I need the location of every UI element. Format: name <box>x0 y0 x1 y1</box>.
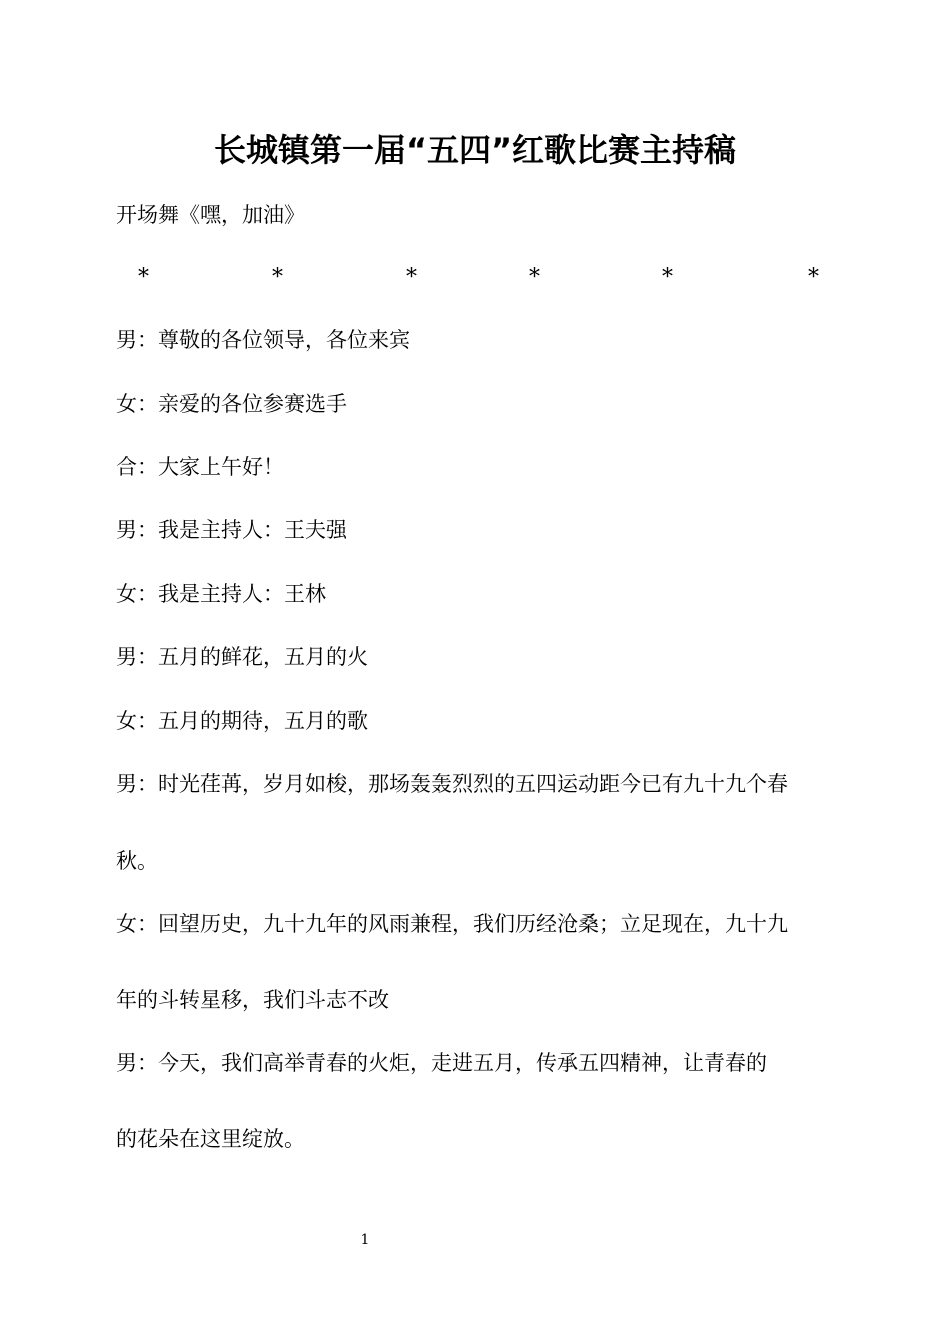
script-line: 合：大家上午好！ <box>116 455 284 479</box>
document-title: 长城镇第一届“五四”红歌比赛主持稿 <box>213 131 737 169</box>
script-line: 男：尊敬的各位领导，各位来宾 <box>116 328 410 352</box>
script-line: 女：亲爱的各位参赛选手 <box>116 392 347 416</box>
page-number: 1 <box>360 1232 370 1248</box>
script-line: 的花朵在这里绽放。 <box>116 1127 305 1151</box>
script-line: 男：今天，我们高举青春的火炬，走进五月，传承五四精神，让青春的 <box>116 1051 767 1075</box>
script-line: 男：我是主持人：王夫强 <box>116 518 347 542</box>
script-line: 秋。 <box>116 849 158 873</box>
script-line: 年的斗转星移，我们斗志不改 <box>116 988 389 1012</box>
script-line: 女：回望历史，九十九年的风雨兼程，我们历经沧桑；立足现在，九十九 <box>116 912 788 936</box>
separator-star: * <box>138 265 149 290</box>
separator-star: * <box>529 265 540 290</box>
script-line: 女：我是主持人：王林 <box>116 582 326 606</box>
separator-star: * <box>808 265 819 290</box>
separator-star: * <box>406 265 417 290</box>
separator-star: * <box>662 265 673 290</box>
script-line: 男：五月的鲜花，五月的火 <box>116 645 368 669</box>
script-line: 男：时光荏苒，岁月如梭，那场轰轰烈烈的五四运动距今已有九十九个春 <box>116 772 788 796</box>
opening-line: 开场舞《嘿，加油》 <box>116 203 305 227</box>
separator-star: * <box>272 265 283 290</box>
script-line: 女：五月的期待，五月的歌 <box>116 709 368 733</box>
